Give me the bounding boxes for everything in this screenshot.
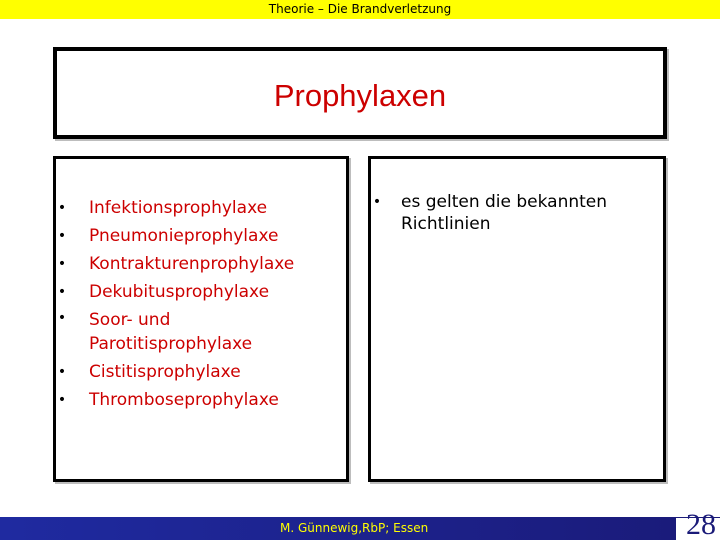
header-title: Theorie – Die Brandverletzung [268,2,452,16]
bullet-icon: • [57,200,67,216]
list-item-text: Cistitisprophylaxe [89,362,241,382]
list-item-text: es gelten die bekannten [401,192,608,212]
page-number-box [676,508,720,541]
right-content-box [368,156,666,482]
page-number: 28 [686,508,716,541]
list-item [56,306,339,358]
bullet-icon: • [372,194,382,210]
left-content-box [53,156,349,482]
bullet-icon: • [57,310,67,326]
slide-title: Prophylaxen [273,78,447,113]
list-item [56,222,339,250]
list-item-text: Thromboseprophylaxe [89,390,279,410]
list-item [56,386,339,414]
right-bullet-list [371,191,653,235]
bullet-icon: • [57,364,67,380]
bullet-icon: • [57,256,67,272]
list-item-text: Soor- und [89,310,171,330]
footer-bar [0,517,720,540]
list-item [371,191,653,235]
list-item-text: Dekubitusprophylaxe [89,282,270,302]
list-item [56,278,339,306]
bullet-icon: • [57,228,67,244]
footer-author: M. Günnewig,RbP; Essen [280,521,429,535]
title-box [53,47,667,139]
left-bullet-list [56,194,339,414]
list-item [56,194,339,222]
list-item [56,250,339,278]
bullet-icon: • [57,284,67,300]
list-item-text-continuation: Richtlinien [401,214,491,234]
list-item-text: Kontrakturenprophylaxe [89,254,295,274]
header-bar [0,0,720,19]
list-item-text-continuation: Parotitisprophylaxe [89,334,253,354]
list-item-text: Infektionsprophylaxe [89,198,268,218]
bullet-icon: • [57,392,67,408]
list-item-text: Pneumonieprophylaxe [89,226,279,246]
list-item [56,358,339,386]
